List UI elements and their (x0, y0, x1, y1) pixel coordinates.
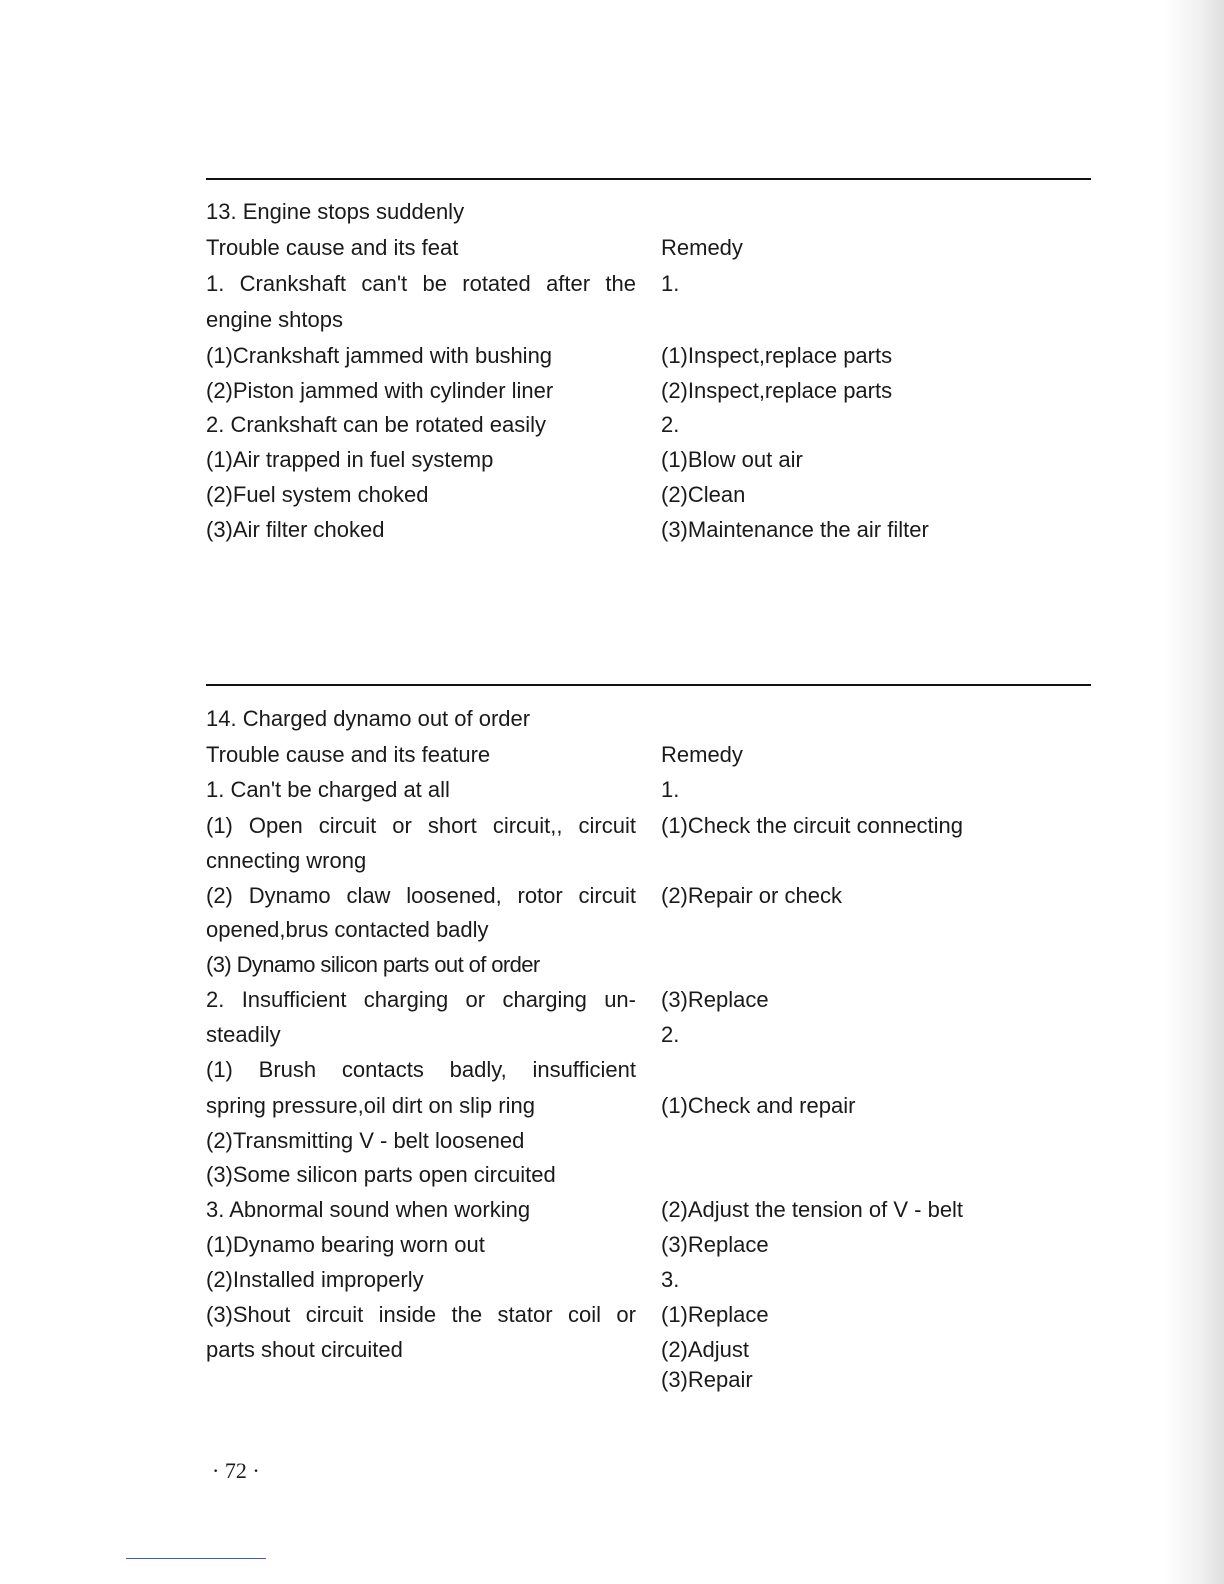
cause-line: (1)Dynamo bearing worn out (206, 1232, 485, 1257)
section-14-right-header: Remedy (661, 742, 743, 767)
scan-edge-shadow (1164, 0, 1224, 1584)
cause-line: (3) Dynamo silicon parts out of order (206, 952, 540, 977)
cause-line: (1) Open circuit or short circuit,, circuit (206, 813, 636, 838)
section-14-left-header: Trouble cause and its feature (206, 742, 491, 767)
remedy-line: 2. (661, 412, 680, 437)
remedy-line: 1. (661, 271, 680, 296)
remedy-line: 1. (661, 777, 680, 802)
section-13-top-rule (206, 178, 1091, 180)
cause-line: steadily (206, 1022, 281, 1047)
cause-line: 1. Can't be charged at all (206, 777, 450, 802)
remedy-line: (3)Replace (661, 987, 769, 1012)
cause-line: cnnecting wrong (206, 848, 367, 873)
cause-line: (2)Piston jammed with cylinder liner (206, 378, 554, 403)
section-13-right-header: Remedy (661, 235, 743, 260)
remedy-line: (1)Check and repair (661, 1093, 856, 1118)
cause-line: spring pressure,oil dirt on slip ring (206, 1093, 535, 1118)
remedy-line: (2)Inspect,replace parts (661, 378, 893, 403)
remedy-line: (1)Check the circuit connecting (661, 813, 964, 838)
footer-rule (126, 1558, 266, 1559)
cause-line: engine shtops (206, 307, 343, 332)
cause-line: (3)Air filter choked (206, 517, 385, 542)
cause-line: (2)Fuel system choked (206, 482, 429, 507)
cause-line: 1. Crankshaft can't be rotated after the (206, 271, 636, 296)
remedy-line: 3. (661, 1267, 680, 1292)
cause-line: opened,brus contacted badly (206, 917, 489, 942)
remedy-line: (2)Repair or check (661, 883, 842, 908)
cause-line: 2. Insufficient charging or charging un- (206, 987, 636, 1012)
cause-line: (1)Air trapped in fuel systemp (206, 447, 494, 472)
remedy-line: (1)Blow out air (661, 447, 803, 472)
remedy-line: (2)Clean (661, 482, 746, 507)
remedy-line: (3)Maintenance the air filter (661, 517, 929, 542)
cause-line: (3)Some silicon parts open circuited (206, 1162, 556, 1187)
remedy-line: (2)Adjust (661, 1337, 750, 1362)
section-13-title: 13. Engine stops suddenly (206, 199, 465, 224)
remedy-line: 2. (661, 1022, 680, 1047)
remedy-line: (1)Inspect,replace parts (661, 343, 893, 368)
cause-line: parts shout circuited (206, 1337, 403, 1362)
cause-line: (2)Installed improperly (206, 1267, 424, 1292)
cause-line: 2. Crankshaft can be rotated easily (206, 412, 546, 437)
section-14-top-rule (206, 684, 1091, 686)
cause-line: (2)Transmitting V - belt loosened (206, 1128, 525, 1153)
section-14-title: 14. Charged dynamo out of order (206, 706, 531, 731)
remedy-line: (3)Repair (661, 1367, 753, 1392)
remedy-line: (3)Replace (661, 1232, 769, 1257)
cause-line: (1)Crankshaft jammed with bushing (206, 343, 553, 368)
page-number: · 72 · (212, 1458, 260, 1483)
cause-line: 3. Abnormal sound when working (206, 1197, 531, 1222)
cause-line: (1) Brush contacts badly, insufficient (206, 1057, 636, 1082)
remedy-line: (1)Replace (661, 1302, 769, 1327)
remedy-line: (2)Adjust the tension of V - belt (661, 1197, 964, 1222)
cause-line: (3)Shout circuit inside the stator coil or (206, 1302, 636, 1327)
cause-line: (2) Dynamo claw loosened, rotor circuit (206, 883, 636, 908)
section-13-left-header: Trouble cause and its feat (206, 235, 459, 260)
